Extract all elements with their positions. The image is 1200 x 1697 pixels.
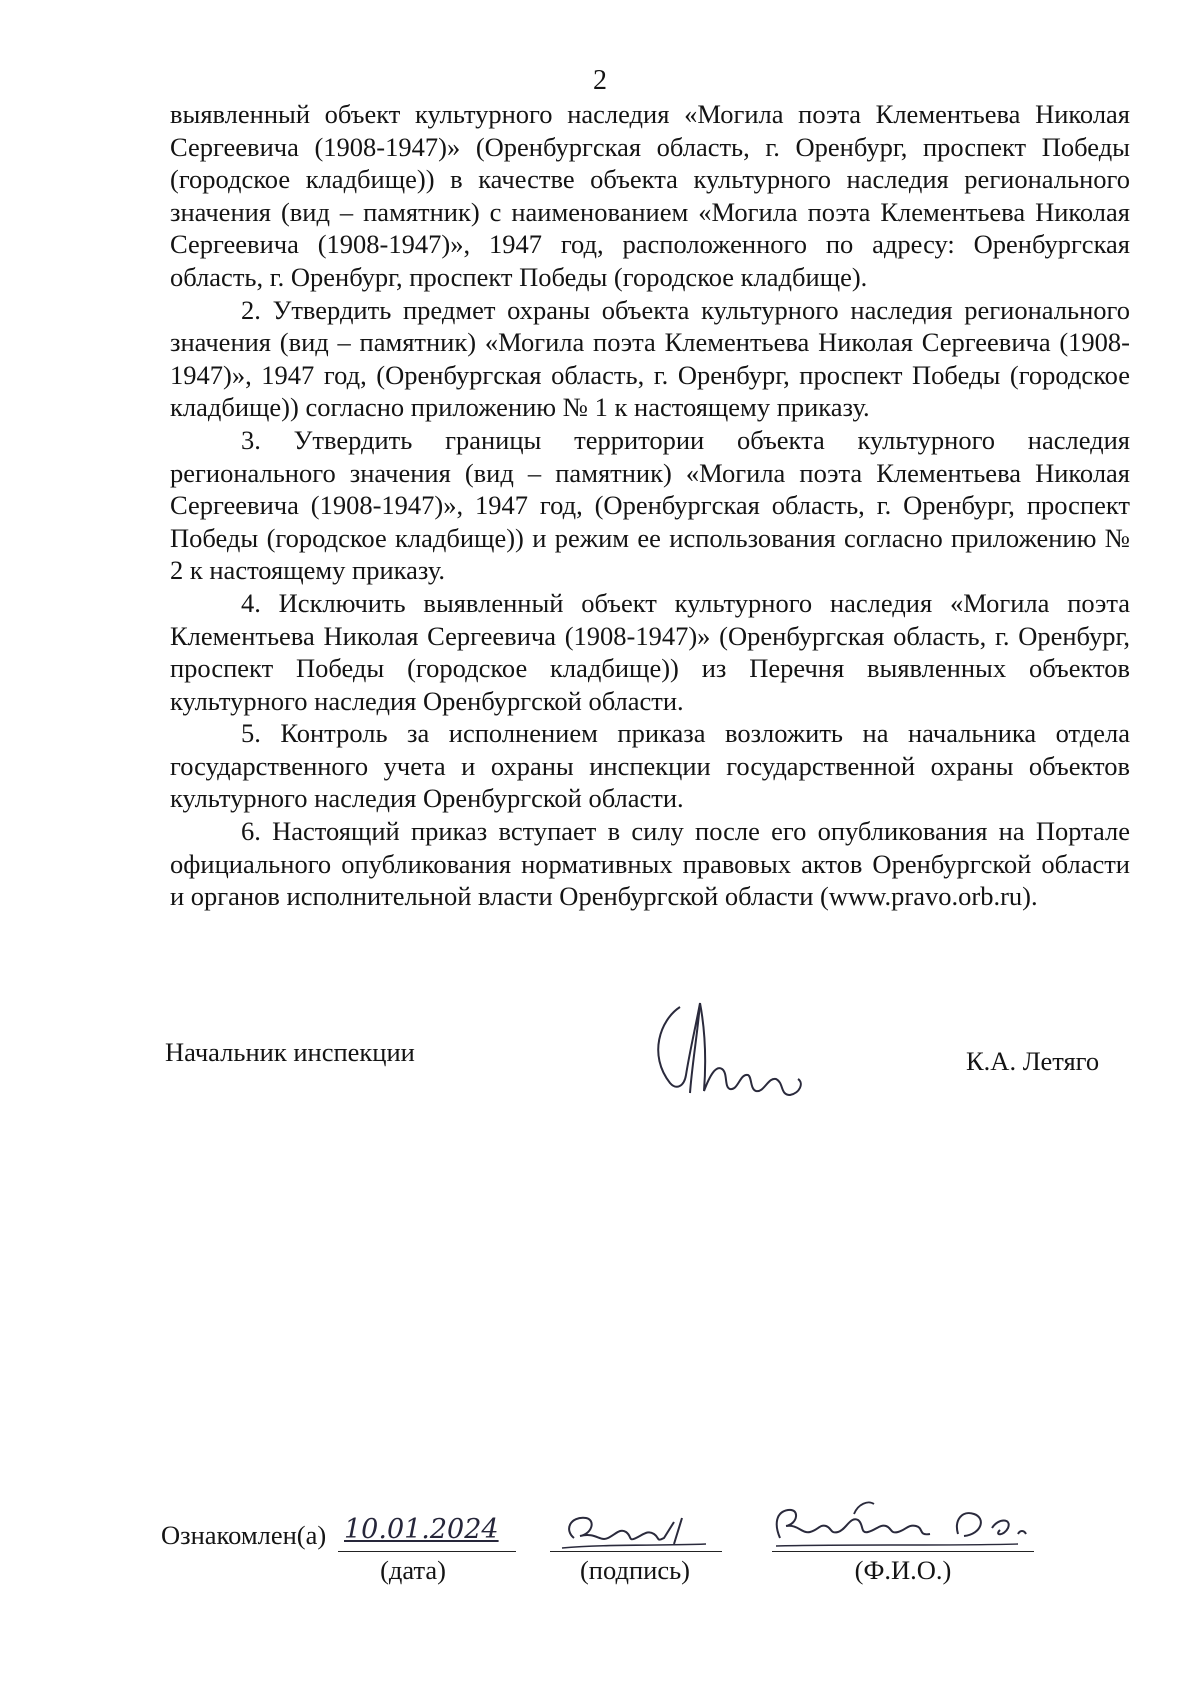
document-body: [170, 98, 1130, 913]
acknowledgement-signature: [556, 1508, 726, 1556]
signatory-title: Начальник инспекции: [165, 1037, 415, 1067]
date-line: [338, 1551, 516, 1552]
handwritten-name: [768, 1494, 1068, 1556]
acknowledgement-label: Ознакомлен(а): [161, 1520, 327, 1550]
signature-caption: (подпись): [579, 1555, 690, 1585]
signature-line: [550, 1551, 722, 1552]
paragraph-continuation: выявленный объект культурного наследия «Могила поэта Клементьева Николая Сергеевича (1908-1947)» (Оренбургская область, г. Оренбург, проспект Победы (городское кладбище)) в качестве объекта культурного наследия регионального значения (вид – памятник) с наименованием «Могила поэта Клементьева Николая Сергеевича (1908-1947)», 1947 год, расположенного по адресу: Оренбургская область, г. Оренбург, проспект Победы (городское кладбище).: [170, 99, 1130, 292]
signatory-name: К.А. Летяго: [966, 1046, 1100, 1076]
paragraph-item-5: 5. Контроль за исполнением приказа возложить на начальника отдела государственного учета и охраны инспекции государственной охраны объектов культурного наследия Оренбургской области.: [170, 718, 1130, 814]
paragraph-item-6: 6. Настоящий приказ вступает в силу после его опубликования на Портале официального опубликования нормативных правовых актов Оренбургской области и органов исполнительной власти Оренбургской области (www.pravo.orb.ru).: [170, 816, 1130, 912]
name-line: [772, 1551, 1034, 1552]
date-caption: (дата): [380, 1555, 446, 1585]
handwritten-date: 10.01.2024: [344, 1514, 499, 1545]
head-signature: [640, 995, 840, 1105]
page-number: 2: [593, 65, 607, 96]
name-caption: (Ф.И.О.): [854, 1555, 952, 1585]
paragraph-item-3: 3. Утвердить границы территории объекта культурного наследия регионального значения (вид – памятник) «Могила поэта Клементьева Николая Сергеевича (1908-1947)», 1947 год, (Оренбургская область, г. Оренбург, проспект Победы (городское кладбище)) и режим ее использования согласно приложению № 2 к настоящему приказу.: [170, 424, 1130, 586]
paragraph-item-4: 4. Исключить выявленный объект культурного наследия «Могила поэта Клементьева Николая Сергеевича (1908-1947)» (Оренбургская область, г. Оренбург, проспект Победы (городское кладбище)) из Перечня выявленных объектов культурного наследия Оренбургской области.: [170, 587, 1130, 716]
paragraph-item-2: 2. Утвердить предмет охраны объекта культурного наследия регионального значения (вид – памятник) «Могила поэта Клементьева Николая Сергеевича (1908-1947)», 1947 год, (Оренбургская область, г. Оренбург, проспект Победы (городское кладбище)) согласно приложению № 1 к настоящему приказу.: [170, 294, 1130, 423]
